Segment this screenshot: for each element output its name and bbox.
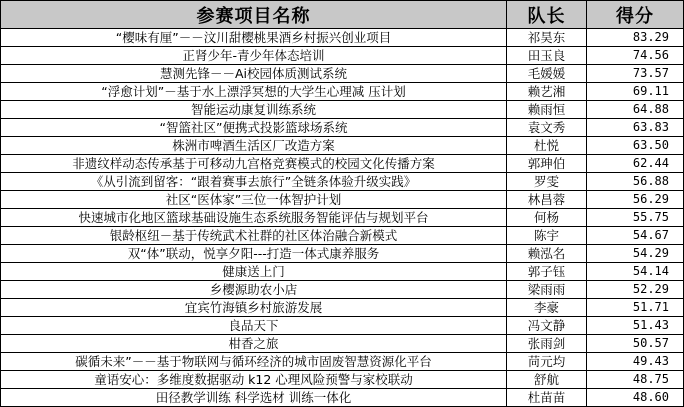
score-cell: 54.14 [587,263,684,281]
table-row [1,101,684,119]
project-name-cell: 银龄枢纽－基于传统武术社群的社区体治融合新模式 [1,227,507,245]
leader-cell: 郭珅伯 [507,155,587,173]
table-row [1,281,684,299]
score-cell: 73.57 [587,65,684,83]
score-cell: 54.67 [587,227,684,245]
table-row [1,371,684,389]
table-row [1,29,684,47]
project-name-cell: 社区“医体家”三位一体智护计划 [1,191,507,209]
score-cell: 51.71 [587,299,684,317]
table-row [1,119,684,137]
leader-cell: 苘元均 [507,353,587,371]
table-row [1,173,684,191]
leader-cell: 赖雨恒 [507,101,587,119]
table-row [1,245,684,263]
project-name-cell: 正肾少年-青少年体态培训 [1,47,507,65]
project-name-cell: 柑香之旅 [1,335,507,353]
header-row [1,1,684,29]
table-row [1,317,684,335]
leader-cell: 冯文静 [507,317,587,335]
project-name-cell: 健康送上门 [1,263,507,281]
score-cell: 50.57 [587,335,684,353]
table-row [1,299,684,317]
project-name-cell: “樱味有厘”－－汶川甜樱桃果酒乡村振兴创业项目 [1,29,507,47]
score-cell: 56.88 [587,173,684,191]
leader-cell: 祁昊东 [507,29,587,47]
score-cell: 48.75 [587,371,684,389]
table-row [1,335,684,353]
project-name-cell: 良品天下 [1,317,507,335]
table-row [1,65,684,83]
project-name-cell: 株洲市啤酒生活区厂改造方案 [1,137,507,155]
project-name-cell: 非遗纹样动态传承基于可移动九宫格竞赛模式的校园文化传播方案 [1,155,507,173]
table-row [1,191,684,209]
table-row [1,83,684,101]
score-cell: 62.44 [587,155,684,173]
table-row [1,137,684,155]
header-score: 得分 [587,1,684,29]
score-cell: 55.75 [587,209,684,227]
table-row [1,227,684,245]
leader-cell: 郭子钰 [507,263,587,281]
table-row [1,263,684,281]
score-cell: 51.43 [587,317,684,335]
project-name-cell: 田径教学训练 科学选材 训练一体化 [1,389,507,407]
leader-cell: 杜悦 [507,137,587,155]
table-row [1,209,684,227]
project-name-cell: 双“体”联动，悦享夕阳---打造一体式康养服务 [1,245,507,263]
leader-cell: 毛媛媛 [507,65,587,83]
leader-cell: 梁雨雨 [507,281,587,299]
score-cell: 52.29 [587,281,684,299]
project-name-cell: “浮愈计划”－基于水上漂浮冥想的大学生心理减 压计划 [1,83,507,101]
project-name-cell: 《从引流到留客：“跟着赛事去旅行”全链条体验升级实践》 [1,173,507,191]
project-name-cell: 快速城市化地区篮球基础设施生态系统服务智能评估与规划平台 [1,209,507,227]
score-cell: 74.56 [587,47,684,65]
project-name-cell: 乡樱源助农小店 [1,281,507,299]
leader-cell: 罗雯 [507,173,587,191]
score-cell: 63.83 [587,119,684,137]
leader-cell: 袁文秀 [507,119,587,137]
score-cell: 69.11 [587,83,684,101]
score-cell: 83.29 [587,29,684,47]
project-name-cell: 宜宾竹海镇乡村旅游发展 [1,299,507,317]
score-cell: 56.29 [587,191,684,209]
leader-cell: 何杨 [507,209,587,227]
table-body [1,29,684,407]
leader-cell: 田玉良 [507,47,587,65]
score-cell: 63.50 [587,137,684,155]
leader-cell: 赖泓名 [507,245,587,263]
leader-cell: 林昌蓉 [507,191,587,209]
score-cell: 64.88 [587,101,684,119]
leader-cell: 陈宇 [507,227,587,245]
header-leader: 队长 [507,1,587,29]
score-cell: 49.43 [587,353,684,371]
table-row [1,155,684,173]
table-row [1,353,684,371]
score-cell: 48.60 [587,389,684,407]
leader-cell: 李豪 [507,299,587,317]
project-name-cell: 慧测先锋－－Ai校园体质测试系统 [1,65,507,83]
leader-cell: 赖艺湘 [507,83,587,101]
leader-cell: 张雨剑 [507,335,587,353]
score-cell: 54.29 [587,245,684,263]
leader-cell: 舒航 [507,371,587,389]
header-project: 参赛项目名称 [1,1,507,29]
project-name-cell: “智篮社区”便携式投影篮球场系统 [1,119,507,137]
project-name-cell: 碳循未来”－－基于物联网与循环经济的城市固废智慧资源化平台 [1,353,507,371]
project-name-cell: 智能运动康复训练系统 [1,101,507,119]
table-row [1,47,684,65]
project-name-cell: 童语安心：多维度数据驱动 k12 心理风险预警与家校联动 [1,371,507,389]
leader-cell: 杜苗苗 [507,389,587,407]
table-row [1,389,684,407]
